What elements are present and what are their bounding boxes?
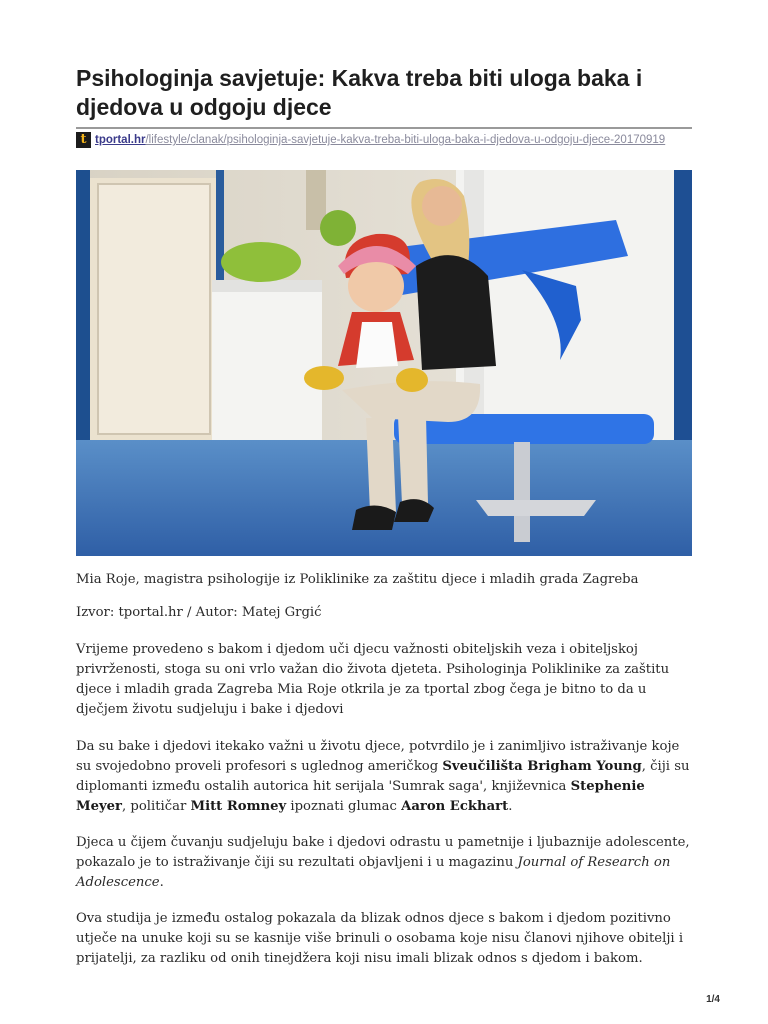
p2-text: . — [508, 799, 513, 814]
p2-bold-meyer: Stephenie Meyer — [76, 779, 645, 814]
p3-text: . — [159, 875, 164, 890]
paragraph-1: Vrijeme provedeno s bakom i djedom uči djecu važnosti obiteljskih veza i obiteljskoj privrženosti, stoga su oni vrlo važan dio života djeteta. Psihologinja Poliklinike za zaštitu djece i mladih grada Zagreba Mia Roje otkrila je za tportal zbog čega je bitno to da u dječjem životu sudjeluju i bake i djedovi — [76, 642, 670, 717]
p2-text: , političar — [122, 799, 191, 814]
photo-caption: Mia Roje, magistra psihologije iz Poliklinike za zaštitu djece i mladih grada Zagreba — [76, 572, 639, 587]
photo-credit: Izvor: tportal.hr / Autor: Matej Grgić — [76, 605, 322, 620]
source-line — [76, 131, 692, 149]
p2-bold-eckhart: Aaron Eckhart — [401, 799, 509, 814]
p2-bold-romney: Mitt Romney — [190, 799, 287, 814]
paragraph-4: Ova studija je između ostalog pokazala da blizak odnos djece s bakom i djedom pozitivno utječe na unuke koji su se kasnije više brinuli o osobama koje nisu članovi njihove obitelji i prijatelji, za razliku od onih tinejdžera koji nisu imali blizak odnos s djedom i bakom. — [76, 911, 684, 966]
title-divider — [76, 127, 692, 129]
p2-text: , čiji su diplomanti između ostalih autorica hit serijala 'Sumrak saga', književnica — [76, 759, 690, 794]
p2-bold-university: Sveučilišta Brigham Young — [442, 759, 642, 774]
p2-text: ipoznati glumac — [286, 799, 402, 814]
tportal-logo-icon: t — [76, 132, 91, 148]
p2-text: Da su bake i djedovi itekako važni u životu djece, potvrdilo je i zanimljivo istraživanje koje su svojedobno proveli profesori s uglednog američkog — [76, 739, 680, 774]
p3-text: Djeca u čijem čuvanju sudjeluju bake i djedovi odrastu u pametnije i ljubaznije adolescente, pokazalo je to istraživanje čiji su rezultati objavljeni i u magazinu — [76, 835, 690, 870]
article-photo — [76, 170, 692, 556]
paragraph-2 — [76, 737, 696, 817]
article-title: Psihologinja savjetuje: Kakva treba biti uloga baka i djedova u odgoju djece — [76, 65, 643, 120]
p3-journal-title: Journal of Research on Adolescence — [76, 855, 671, 890]
source-host[interactable]: tportal.hr — [95, 134, 146, 146]
paragraph-3 — [76, 833, 696, 893]
source-link[interactable] — [95, 134, 665, 146]
source-path[interactable]: /lifestyle/clanak/psihologinja-savjetuje-kakva-treba-biti-uloga-baka-i-djedova-u-odgoju-djece-20170919 — [145, 134, 666, 146]
page-number: 1/4 — [706, 994, 720, 1005]
